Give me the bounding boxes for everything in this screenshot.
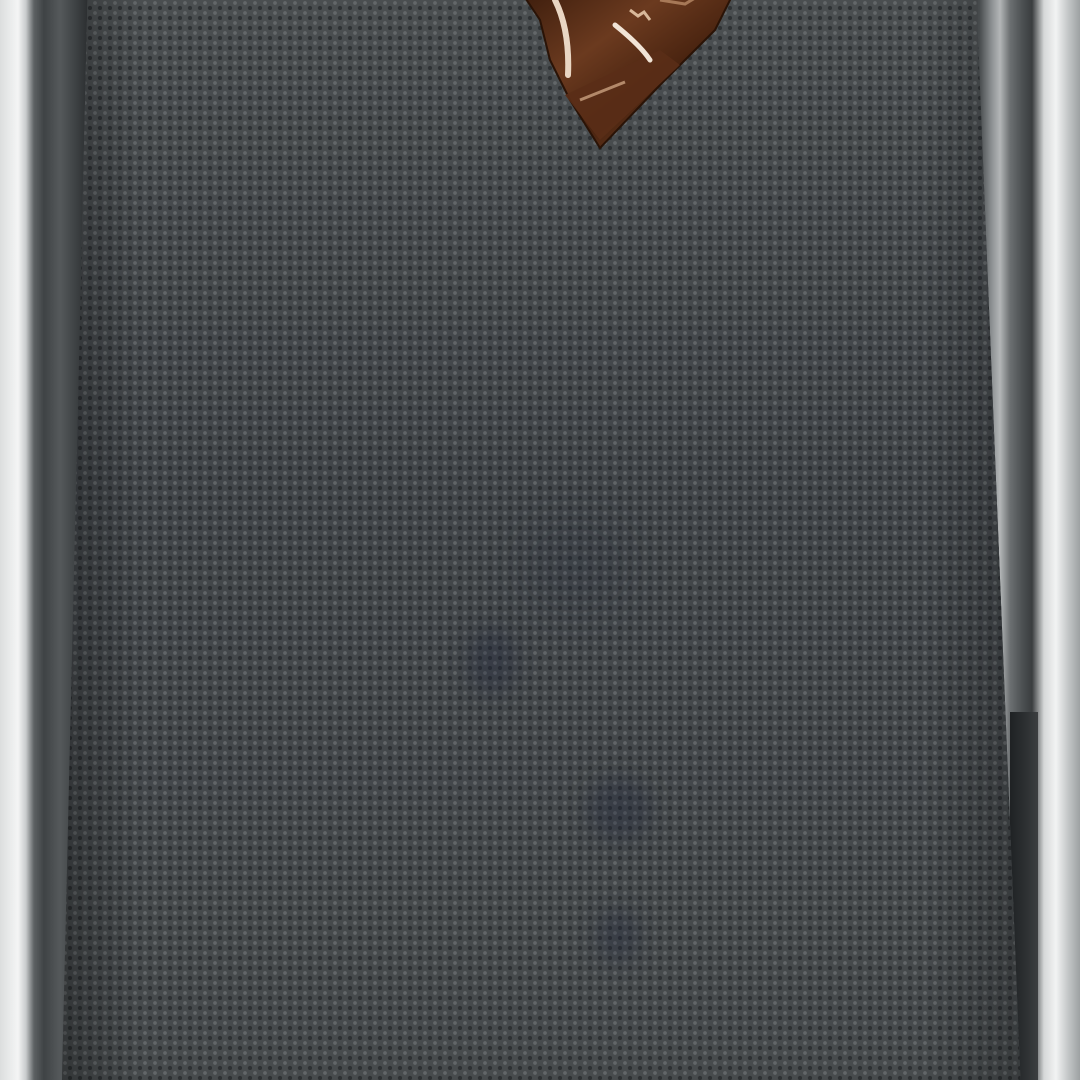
belt-smudge [468,628,516,694]
candy-wrapper-graphic [510,0,750,160]
candy-wrapper-icon[interactable] [510,0,750,160]
belt-smudge [598,910,638,962]
belt-smudge [588,778,650,840]
belt-smudge [520,520,630,610]
